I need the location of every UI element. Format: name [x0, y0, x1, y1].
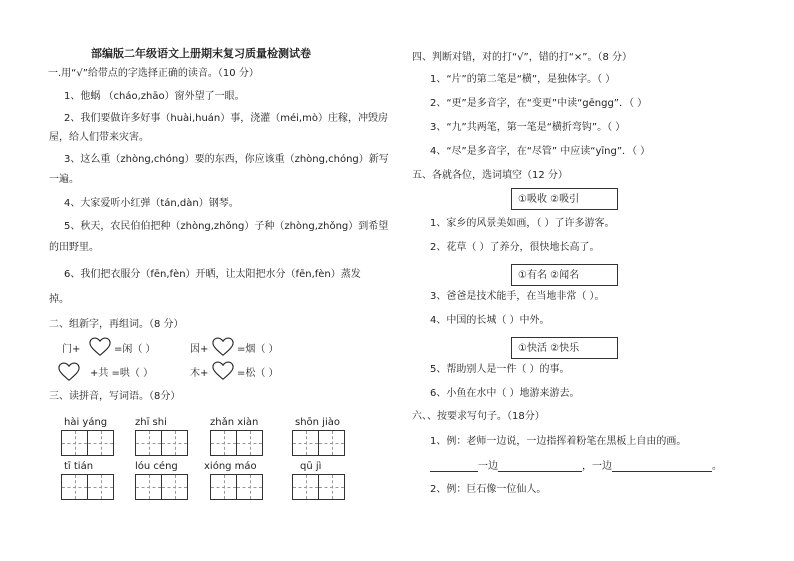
heart-icon [89, 336, 111, 358]
s4-question-3: 3、“九”共两笔，第一笔是“横折弯钩”。（ ） [430, 122, 626, 133]
fill-word: ，一边 [582, 461, 612, 472]
pinyin-label: zhǎn xiàn [210, 417, 259, 428]
heart-icon [212, 336, 234, 358]
word-choice-box [511, 337, 618, 359]
s5-question-3: 3、爸爸是技术能手，在当地非常（ ）。 [430, 291, 605, 302]
s1-question-4: 4、大家爱听小红弹（tán,dàn）钢琴。 [64, 198, 239, 209]
section-4-heading: 四、判断对错，对的打“√”，错的打“×”。（8 分） [412, 52, 633, 63]
s4-question-1: 1、“片”的第二笔是“横”，是独体字。（ ） [430, 74, 616, 85]
writing-grid[interactable] [292, 474, 344, 500]
section-5-heading: 五、各就各位，选词填空（12 分） [412, 170, 568, 181]
s1-question-5: 5、秋天，农民伯伯把种（zhòng,zhǒng）子种（zhòng,zhǒng）到希望 [64, 221, 389, 232]
heart-icon [58, 361, 80, 383]
s1-question-1: 1、他蜗 （cháo,zhāo）窗外望了一眼。 [64, 91, 245, 102]
section-2-heading: 二、组新字，再组词。（8 分） [49, 319, 184, 330]
s2-row1-left-result: =闲（ ） [114, 344, 156, 355]
pinyin-label: shōn jiào [295, 417, 340, 428]
section-3-heading: 三、读拼音，写词语。（8分） [49, 391, 181, 402]
writing-grid[interactable] [135, 474, 187, 500]
s1-question-2-cont: 屋，给人们带来灾害。 [49, 132, 149, 143]
writing-grid[interactable] [61, 474, 113, 500]
pinyin-label: hài yáng [64, 417, 108, 428]
s4-question-4: 4、“尽”是多音字，在“尽管” 中应读“yīng”．（ ） [430, 146, 651, 157]
s6-question-1: 1、例：老师一边说，一边指挥着粉笔在黑板上自由的画。 [430, 436, 687, 447]
s1-question-6: 6、我们把衣服分（fēn,fèn）开晒，让太阳把水分（fēn,fèn）蒸发 [64, 269, 361, 280]
s5-question-6: 6、小鱼在水中（ ）地游来游去。 [430, 388, 580, 399]
section-6-heading: 六、、按要求写句子。（18分） [412, 411, 545, 422]
s1-question-5-cont: 的田野里。 [49, 242, 99, 253]
writing-grid[interactable] [210, 474, 262, 500]
blank-line[interactable] [430, 461, 478, 472]
s5-question-4: 4、中国的长城（ ）中外。 [430, 315, 550, 326]
s2-row2-left-result: +共 =哄（ ） [90, 368, 154, 379]
page-title: 部编版二年级语文上册期末复习质量检测试卷 [91, 47, 311, 60]
word-choice-options: ①快活 ②快乐 [518, 343, 580, 354]
pinyin-label: xióng máo [204, 461, 257, 472]
writing-grid[interactable] [292, 430, 344, 456]
section-1-heading: 一.用“√”给带点的字选择正确的读音。（10 分） [48, 68, 259, 79]
s5-question-5: 5、帮助别人是一件（ ）的事。 [430, 364, 570, 375]
pinyin-label: tī tián [64, 461, 94, 472]
blank-line[interactable] [498, 461, 582, 472]
s1-question-3-cont: 一遍。 [49, 174, 79, 185]
s2-row1-left-text: 门+ [62, 344, 81, 355]
s1-question-6-cont: 掉。 [49, 294, 69, 305]
s2-row1-right-result: =烟（ ） [237, 344, 279, 355]
word-choice-options: ①吸收 ②吸引 [518, 194, 580, 205]
writing-grid[interactable] [61, 430, 113, 456]
writing-grid[interactable] [135, 430, 187, 456]
s2-row1-right-text: 因+ [190, 344, 209, 355]
heart-icon [212, 360, 234, 382]
pinyin-label: lóu céng [135, 461, 178, 472]
pinyin-label: qū jì [300, 461, 322, 472]
s2-row2-right-text: 木+ [190, 368, 209, 379]
word-choice-options: ①有名 ②闻名 [518, 270, 580, 281]
word-choice-box [511, 264, 618, 286]
fill-end: 。 [712, 461, 722, 472]
s6-fill-line [430, 461, 722, 472]
s2-row2-right-result: =松（ ） [237, 368, 279, 379]
s5-question-1: 1、家乡的风景美如画，（ ）了许多游客。 [430, 218, 615, 229]
writing-grid[interactable] [210, 430, 262, 456]
s4-question-2: 2、“更”是多音字，在“变更”中读“gēngg”．（ ） [430, 98, 648, 109]
blank-line[interactable] [612, 461, 712, 472]
pinyin-label: zhī shi [135, 417, 167, 428]
s5-question-2: 2、花草（ ）了养分，很快地长高了。 [430, 242, 600, 253]
s6-question-2: 2、例：巨石像一位仙人。 [430, 484, 547, 495]
s1-question-2: 2、我们要做许多好事（huài,huán）事，浇灌（méi,mò）庄稼，冲毁房 [64, 113, 388, 124]
fill-word: 一边 [478, 461, 498, 472]
s1-question-3: 3、这么重（zhòng,chóng）要的东西，你应该重（zhòng,chóng）新写 [64, 154, 389, 165]
word-choice-box [511, 188, 618, 210]
